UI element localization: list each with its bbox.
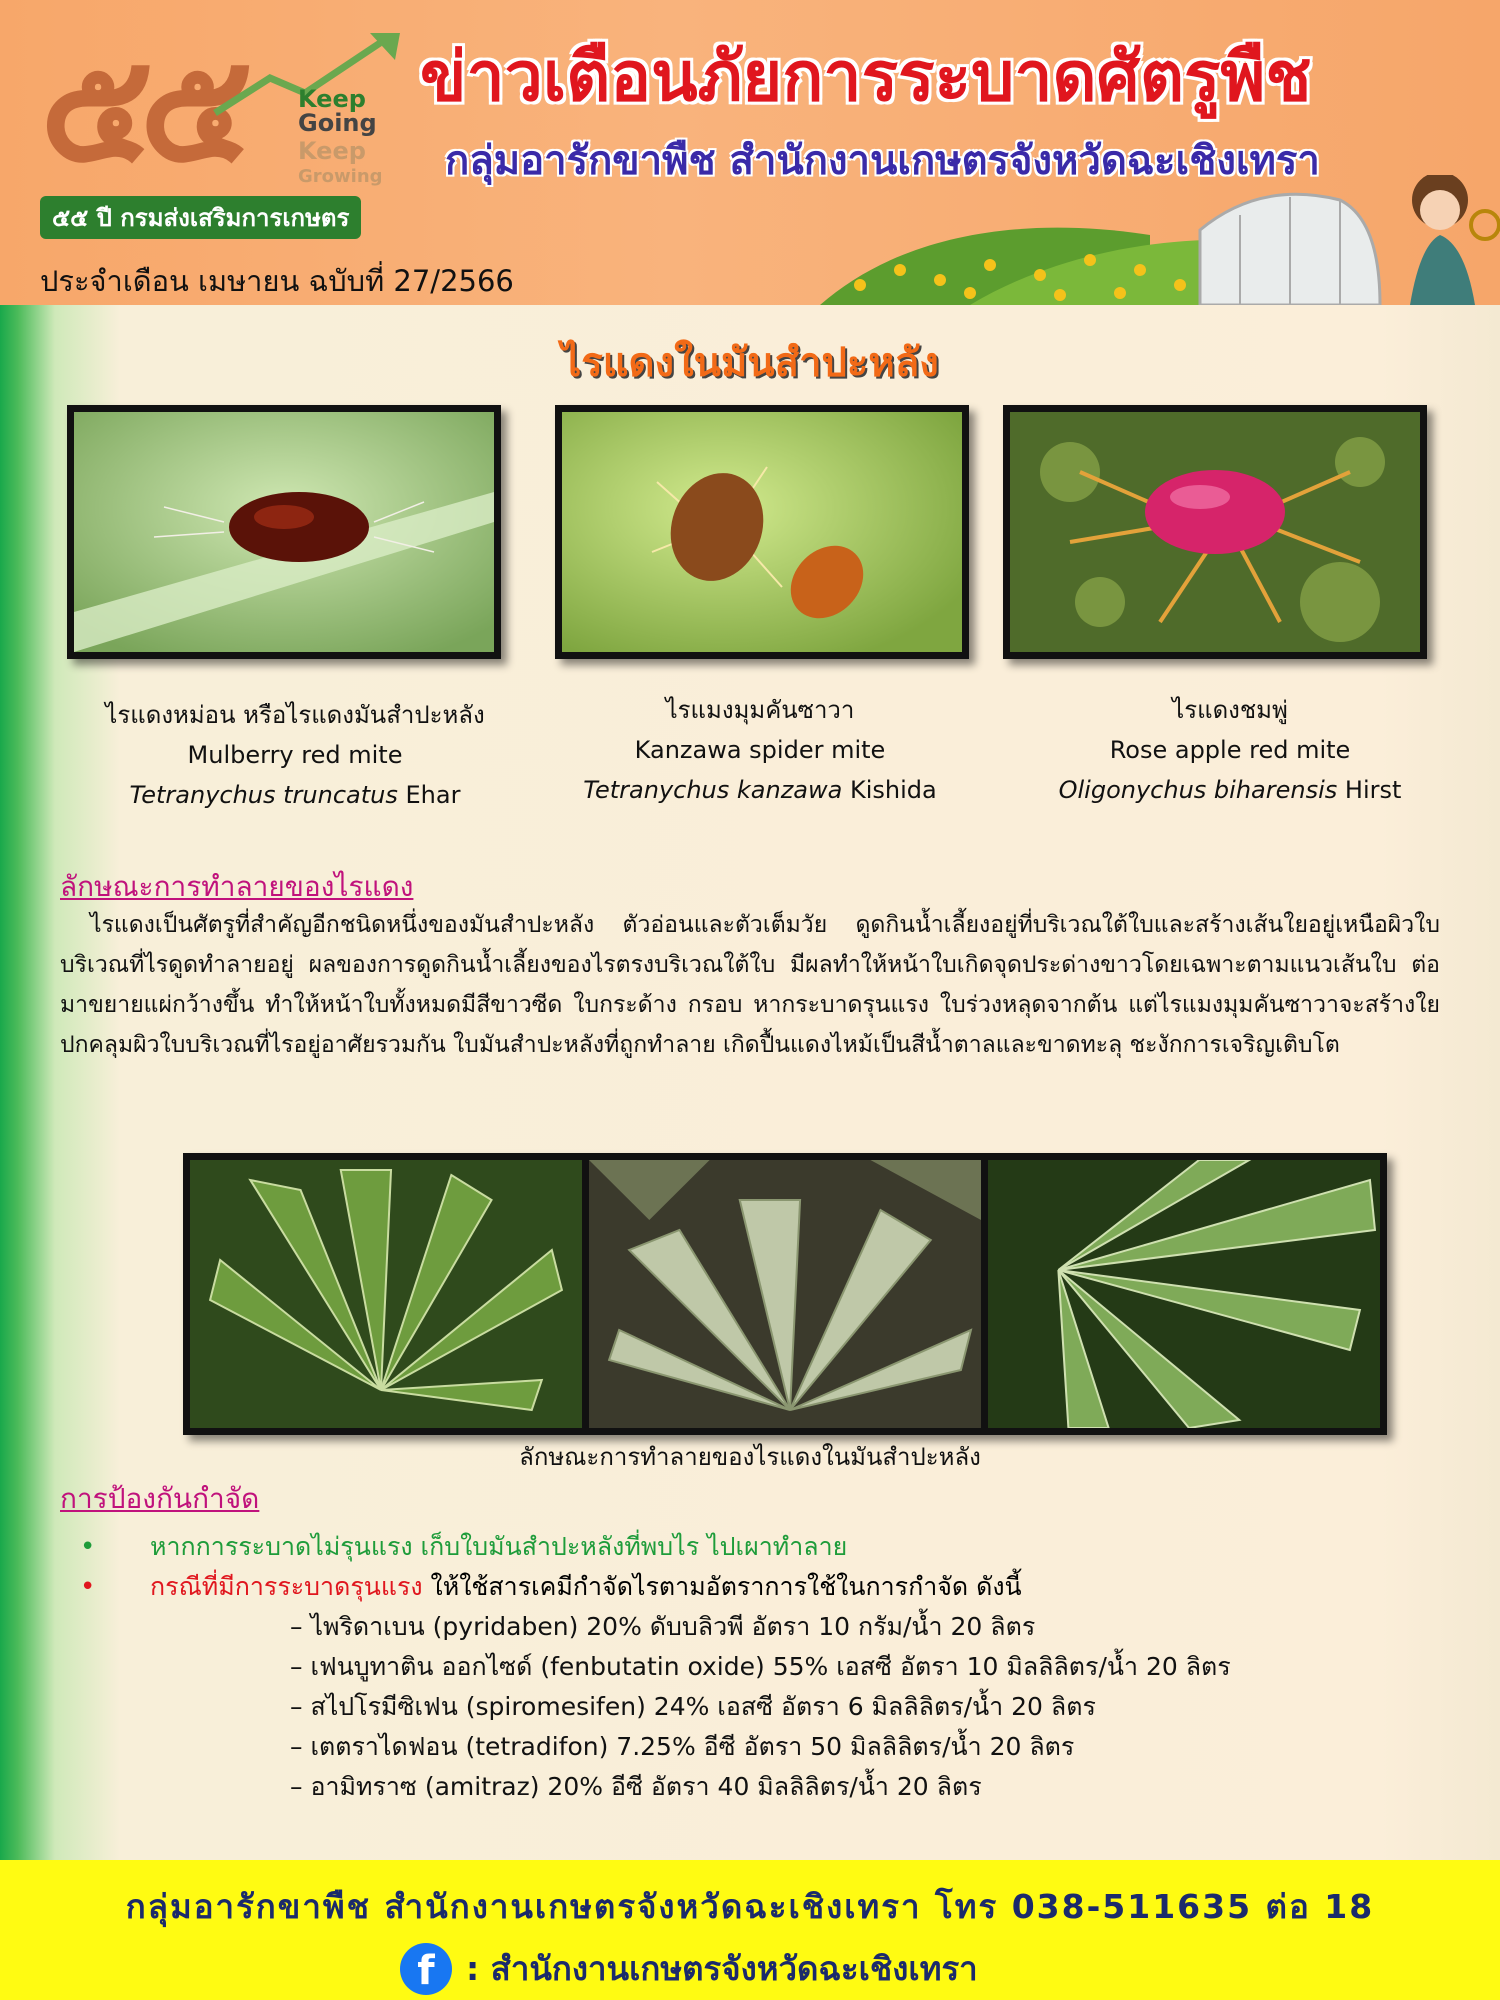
damage-photo-2 — [589, 1160, 981, 1428]
logo-number: ๕๕ — [40, 20, 240, 196]
damage-photo-strip — [183, 1153, 1387, 1435]
section-title: ไรแดงในมันสำปะหลัง — [561, 340, 939, 386]
mite-1-sci: Tetranychus truncatus — [129, 781, 398, 809]
footer-facebook[interactable] — [400, 1942, 978, 1995]
damage-photo-3 — [988, 1160, 1380, 1428]
page-subtitle: กลุ่มอารักขาพืช สำนักงานเกษตรจังหวัดฉะเชิงเทรา — [445, 138, 1320, 184]
chemical-item: – อามิทราซ (amitraz) 20% อีซี อัตรา 40 มิลลิลิตร/น้ำ 20 ลิตร — [290, 1772, 982, 1801]
mite-photo-kanzawa — [555, 405, 969, 659]
logo-keep-2: Keep — [298, 137, 366, 165]
chemical-list — [290, 1607, 1231, 1807]
page-title: ข่าวเตือนภัยการระบาดศัตรูพืช — [420, 38, 1312, 117]
logo-growing: Growing — [298, 166, 383, 187]
control-bullet-2-emphasis: กรณีที่มีการระบาดรุนแรง — [150, 1572, 423, 1601]
chemical-item: – ไพริดาเบน (pyridaben) 20% ดับบลิวพี อัตรา 10 กรัม/น้ำ 20 ลิตร — [290, 1612, 1036, 1641]
bullet-dot-icon: • — [80, 1572, 96, 1602]
header-banner — [0, 0, 1500, 305]
mite-caption-2 — [540, 690, 980, 810]
damage-paragraph: ไรแดงเป็นศัตรูที่สำคัญอีกชนิดหนึ่งของมันสำปะหลัง ตัวอ่อนและตัวเต็มวัย ดูดกินน้ำเลี้ยงอยู่ที่บริเวณใต้ใบและสร้างเส้นใยอยู่เหนือผิวใบบริเวณที่ไรดูดทำลายอยู่ ผลของการดูดกินน้ำเลี้ยงของไรตรงบริเวณใต้ใบ มีผลทำให้หน้าใบเกิดจุดประด่างขาวโดยเฉพาะตามแนวเส้นใบ ต่อมาขยายแผ่กว้างขึ้น ทำให้หน้าใบทั้งหมดมีสีขาวซีด ใบกระด้าง กรอบ หากระบาดรุนแรง ใบร่วงหลุดจากต้น แต่ไรแมงมุมคันซาวาจะสร้างใยปกคลุมผิวใบบริเวณที่ไรอยู่อาศัยรวมกัน ใบมันสำปะหลังที่ถูกทำลาย เกิดปื้นแดงไหม้เป็นสีน้ำตาลและขาดทะลุ ชะงักการเจริญเติบโต — [60, 912, 1440, 1058]
control-bullets — [80, 1527, 1440, 1607]
footer-contact: กลุ่มอารักขาพืช สำนักงานเกษตรจังหวัดฉะเชิงเทรา โทร 038-511635 ต่อ 18 — [125, 1887, 1375, 1926]
chemical-item: – สไปโรมีซิเฟน (spiromesifen) 24% เอสซี อัตรา 6 มิลลิลิตร/น้ำ 20 ลิตร — [290, 1692, 1096, 1721]
chemical-item: – เตตราไดฟอน (tetradifon) 7.25% อีซี อัตรา 50 มิลลิลิตร/น้ำ 20 ลิตร — [290, 1732, 1075, 1761]
issue-info: ประจำเดือน เมษายน ฉบับที่ 27/2566 — [40, 264, 514, 298]
damage-photo-1 — [190, 1160, 582, 1428]
mite-1-thai: ไรแดงหม่อน หรือไรแดงมันสำปะหลัง — [105, 701, 485, 729]
mite-2-thai: ไรแมงมุมคันซาวา — [665, 696, 855, 724]
mite-caption-1 — [60, 695, 530, 815]
logo-going: Going — [298, 109, 377, 137]
content-area — [0, 305, 1500, 1860]
mite-2-english: Kanzawa spider mite — [634, 736, 886, 764]
mite-2-sci: Tetranychus kanzawa — [583, 776, 843, 804]
mite-photo-rose-apple — [1003, 405, 1427, 659]
list-item — [80, 1527, 1440, 1567]
bullet-dot-icon: • — [80, 1532, 96, 1562]
damage-heading: ลักษณะการทำลายของไรแดง — [60, 870, 414, 903]
footer — [0, 1860, 1500, 2000]
mite-3-thai: ไรแดงชมพู่ — [1172, 696, 1288, 724]
mite-photo-mulberry — [67, 405, 501, 659]
logo-subtitle: ๕๕ ปี กรมส่งเสริมการเกษตร — [40, 196, 361, 239]
mite-1-author: Ehar — [397, 781, 461, 809]
mite-3-sci: Oligonychus biharensis — [1058, 776, 1338, 804]
facebook-page-name[interactable]: : สำนักงานเกษตรจังหวัดฉะเชิงเทรา — [466, 1949, 978, 1988]
mite-3-english: Rose apple red mite — [1109, 736, 1351, 764]
logo-55-years — [40, 20, 400, 232]
chemical-item: – เฟนบูทาติน ออกไซด์ (fenbutatin oxide) 55% เอสซี อัตรา 10 มิลลิลิตร/น้ำ 20 ลิตร — [290, 1652, 1231, 1681]
farm-scene-illustration — [820, 175, 1500, 305]
mite-3-author: Hirst — [1337, 776, 1402, 804]
mite-caption-3 — [1000, 690, 1460, 810]
control-bullet-2-text: ให้ใช้สารเคมีกำจัดไรตามอัตราการใช้ในการกำจัด ดังนี้ — [422, 1572, 1022, 1601]
list-item — [80, 1567, 1440, 1607]
mite-2-author: Kishida — [842, 776, 937, 804]
logo-keep-1: Keep — [298, 85, 366, 113]
damage-photo-caption: ลักษณะการทำลายของไรแดงในมันสำปะหลัง — [519, 1443, 981, 1471]
facebook-icon[interactable]: f — [400, 1943, 452, 1995]
mite-1-english: Mulberry red mite — [187, 741, 403, 769]
control-bullet-1: หากการระบาดไม่รุนแรง เก็บใบมันสำปะหลังที่พบไร ไปเผาทำลาย — [150, 1532, 848, 1561]
control-heading: การป้องกันกำจัด — [60, 1482, 260, 1515]
